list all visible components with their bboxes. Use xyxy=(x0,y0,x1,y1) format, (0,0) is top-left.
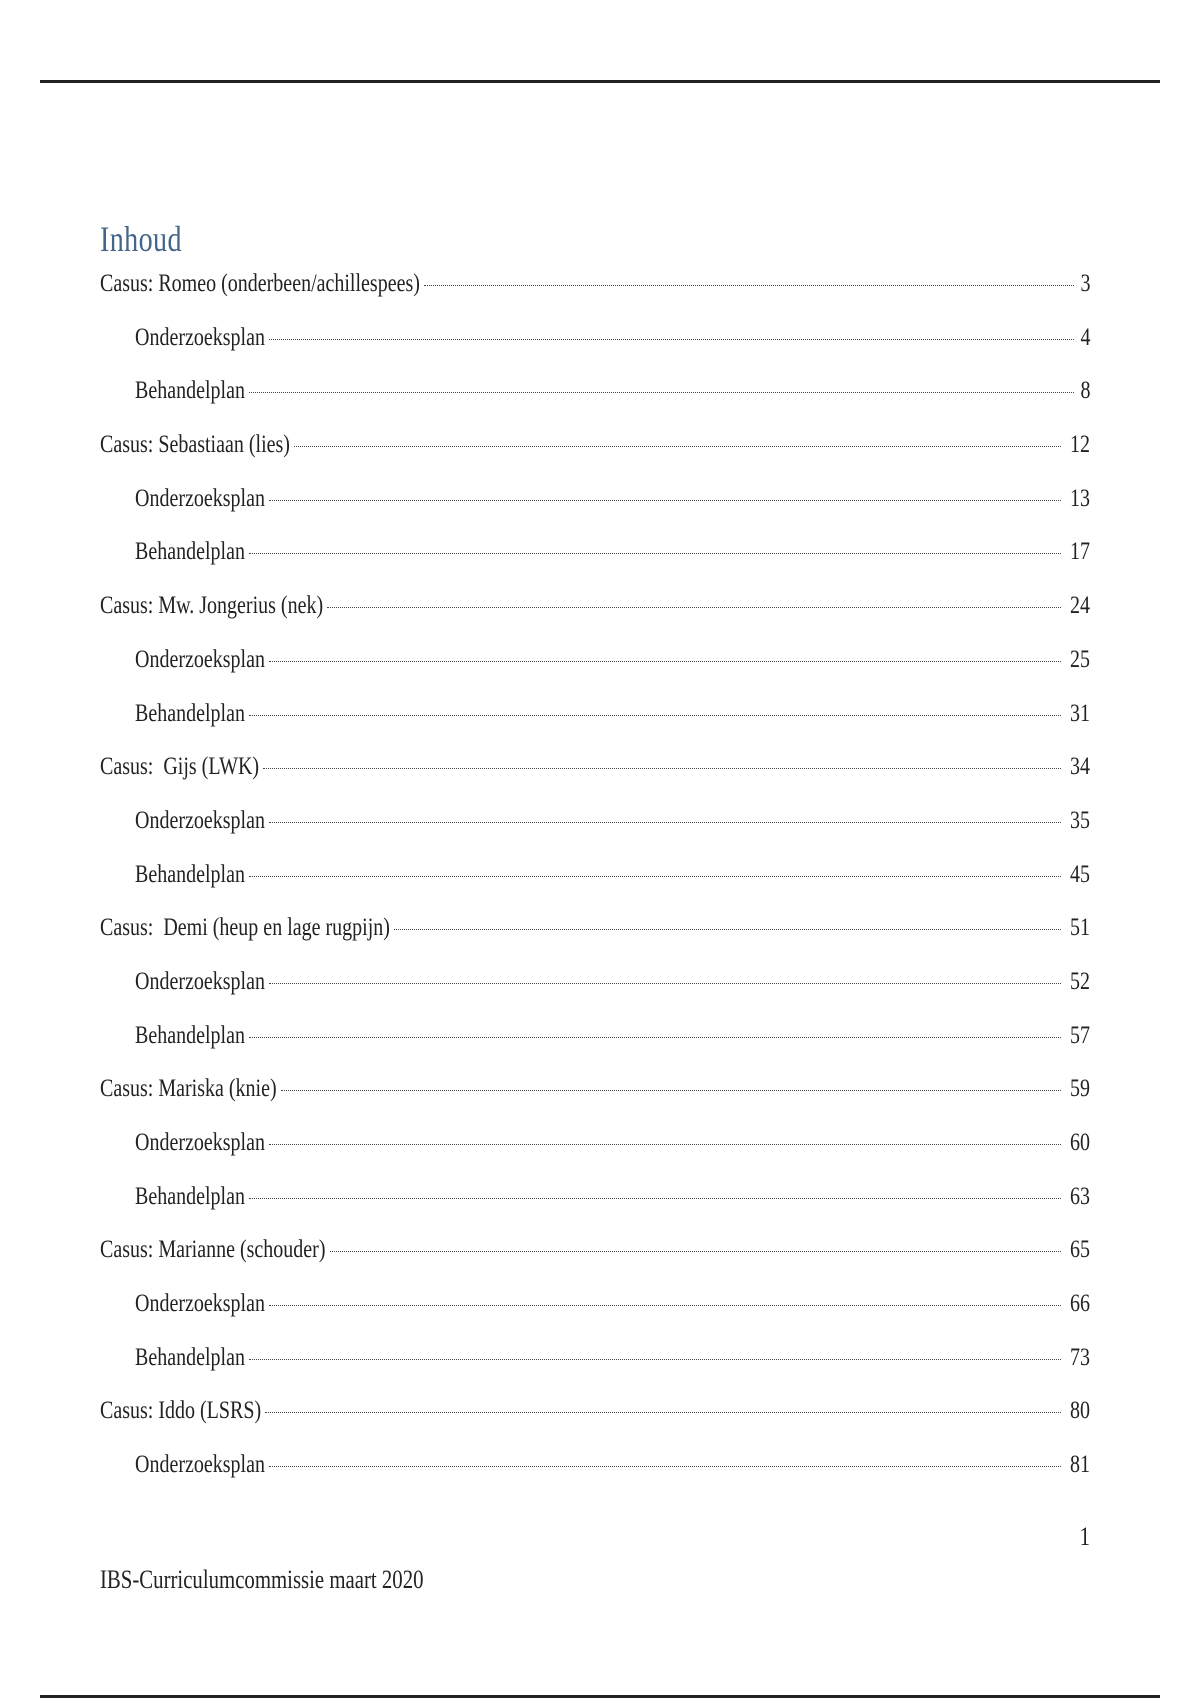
toc-entry-label: Casus: Demi (heup en lage rugpijn) xyxy=(100,914,390,942)
toc-entry-section[interactable] xyxy=(100,324,1090,378)
toc-entry-section[interactable] xyxy=(100,538,1090,592)
toc-entry-section[interactable] xyxy=(100,1344,1090,1398)
toc-entry-page-number: 81 xyxy=(1070,1451,1090,1479)
toc-dot-leader xyxy=(249,876,1061,877)
toc-dot-leader xyxy=(269,822,1061,823)
toc-entry-case[interactable] xyxy=(100,431,1090,485)
toc-entry-label: Casus: Iddo (LSRS) xyxy=(100,1397,262,1425)
toc-entry-case[interactable] xyxy=(100,1397,1090,1451)
toc-entry-label: Onderzoeksplan xyxy=(135,1290,265,1318)
toc-dot-leader xyxy=(249,553,1061,554)
toc-entry-page-number: 51 xyxy=(1070,914,1090,942)
toc-entry-label: Casus: Romeo (onderbeen/achillespees) xyxy=(100,270,420,297)
toc-entry-label: Behandelplan xyxy=(135,1343,245,1371)
toc-entry-case[interactable] xyxy=(100,753,1090,807)
toc-entry-page-number: 3 xyxy=(1080,270,1090,297)
toc-entry-label: Casus: Mw. Jongerius (nek) xyxy=(100,592,324,620)
toc-entry-label: Casus: Gijs (LWK) xyxy=(100,753,260,781)
toc-entry-page-number: 65 xyxy=(1070,1236,1090,1264)
toc-entry-label: Behandelplan xyxy=(135,1182,245,1210)
toc-dot-leader xyxy=(263,768,1061,769)
toc-entry-section[interactable] xyxy=(100,968,1090,1022)
toc-title: Inhoud xyxy=(100,219,182,259)
page-number: 1 xyxy=(1079,1522,1090,1551)
toc-entry-section[interactable] xyxy=(100,1451,1090,1505)
toc-entry-page-number: 25 xyxy=(1070,645,1090,673)
toc-entry-page-number: 12 xyxy=(1070,431,1090,459)
toc-entry-section[interactable] xyxy=(100,1022,1090,1076)
toc-entry-section[interactable] xyxy=(100,807,1090,861)
toc-entry-case[interactable] xyxy=(100,270,1090,324)
toc-entry-section[interactable] xyxy=(100,861,1090,915)
toc-dot-leader xyxy=(327,607,1061,608)
toc-entry-label: Behandelplan xyxy=(135,377,245,405)
toc-entry-section[interactable] xyxy=(100,377,1090,431)
toc-entry-page-number: 63 xyxy=(1070,1182,1090,1210)
toc-entry-label: Behandelplan xyxy=(135,538,245,566)
toc-dot-leader xyxy=(249,715,1061,716)
toc-entry-label: Casus: Mariska (knie) xyxy=(100,1075,277,1103)
toc-entry-label: Behandelplan xyxy=(135,860,245,888)
toc-entry-section[interactable] xyxy=(100,1129,1090,1183)
footer-rule xyxy=(40,1695,1160,1698)
toc-entry-section[interactable] xyxy=(100,646,1090,700)
toc-entry-label: Onderzoeksplan xyxy=(135,323,265,351)
toc-dot-leader xyxy=(269,500,1061,501)
toc-entry-label: Onderzoeksplan xyxy=(135,806,265,834)
toc-entry-section[interactable] xyxy=(100,700,1090,754)
toc-entry-page-number: 80 xyxy=(1070,1397,1090,1425)
toc-entry-case[interactable] xyxy=(100,1236,1090,1290)
toc-entry-label: Casus: Marianne (schouder) xyxy=(100,1236,326,1264)
toc-dot-leader xyxy=(330,1251,1062,1252)
toc-dot-leader xyxy=(265,1412,1061,1413)
toc-entry-page-number: 8 xyxy=(1080,377,1090,405)
toc-entry-page-number: 60 xyxy=(1070,1129,1090,1156)
footer-text: IBS-Curriculumcommissie maart 2020 xyxy=(100,1565,424,1594)
toc-entry-label: Casus: Sebastiaan (lies) xyxy=(100,431,290,459)
toc-entry-page-number: 31 xyxy=(1070,699,1090,727)
toc-dot-leader xyxy=(424,285,1074,286)
toc-entry-page-number: 4 xyxy=(1080,323,1090,351)
toc-dot-leader xyxy=(269,339,1074,340)
toc-entry-section[interactable] xyxy=(100,1183,1090,1237)
toc-entry-label: Behandelplan xyxy=(135,1021,245,1049)
toc-dot-leader xyxy=(394,929,1061,930)
toc-dot-leader xyxy=(249,1037,1061,1038)
toc-entry-label: Onderzoeksplan xyxy=(135,645,265,673)
toc-entry-case[interactable] xyxy=(100,1075,1090,1129)
toc-entry-page-number: 13 xyxy=(1070,484,1090,512)
header-rule xyxy=(40,80,1160,83)
toc-entry-label: Behandelplan xyxy=(135,699,245,727)
toc-entry-page-number: 17 xyxy=(1070,538,1090,566)
toc-dot-leader xyxy=(281,1090,1061,1091)
toc-entry-page-number: 57 xyxy=(1070,1021,1090,1049)
toc-entry-page-number: 59 xyxy=(1070,1075,1090,1103)
toc-dot-leader xyxy=(269,1144,1061,1145)
toc-dot-leader xyxy=(294,446,1061,447)
table-of-contents xyxy=(100,270,1090,1505)
toc-entry-page-number: 24 xyxy=(1070,592,1090,620)
toc-entry-page-number: 52 xyxy=(1070,967,1090,995)
toc-entry-label: Onderzoeksplan xyxy=(135,484,265,512)
toc-entry-label: Onderzoeksplan xyxy=(135,1129,265,1156)
toc-entry-case[interactable] xyxy=(100,914,1090,968)
toc-entry-page-number: 73 xyxy=(1070,1343,1090,1371)
toc-dot-leader xyxy=(269,983,1061,984)
toc-entry-page-number: 34 xyxy=(1070,753,1090,781)
toc-entry-page-number: 66 xyxy=(1070,1290,1090,1318)
toc-entry-section[interactable] xyxy=(100,1290,1090,1344)
toc-entry-case[interactable] xyxy=(100,592,1090,646)
toc-entry-section[interactable] xyxy=(100,485,1090,539)
toc-dot-leader xyxy=(269,1466,1061,1467)
toc-dot-leader xyxy=(269,1305,1061,1306)
toc-entry-label: Onderzoeksplan xyxy=(135,967,265,995)
toc-dot-leader xyxy=(269,661,1061,662)
toc-dot-leader xyxy=(249,1359,1061,1360)
toc-dot-leader xyxy=(249,1198,1061,1199)
toc-entry-label: Onderzoeksplan xyxy=(135,1451,265,1479)
toc-entry-page-number: 35 xyxy=(1070,806,1090,834)
toc-dot-leader xyxy=(249,392,1074,393)
toc-entry-page-number: 45 xyxy=(1070,860,1090,888)
